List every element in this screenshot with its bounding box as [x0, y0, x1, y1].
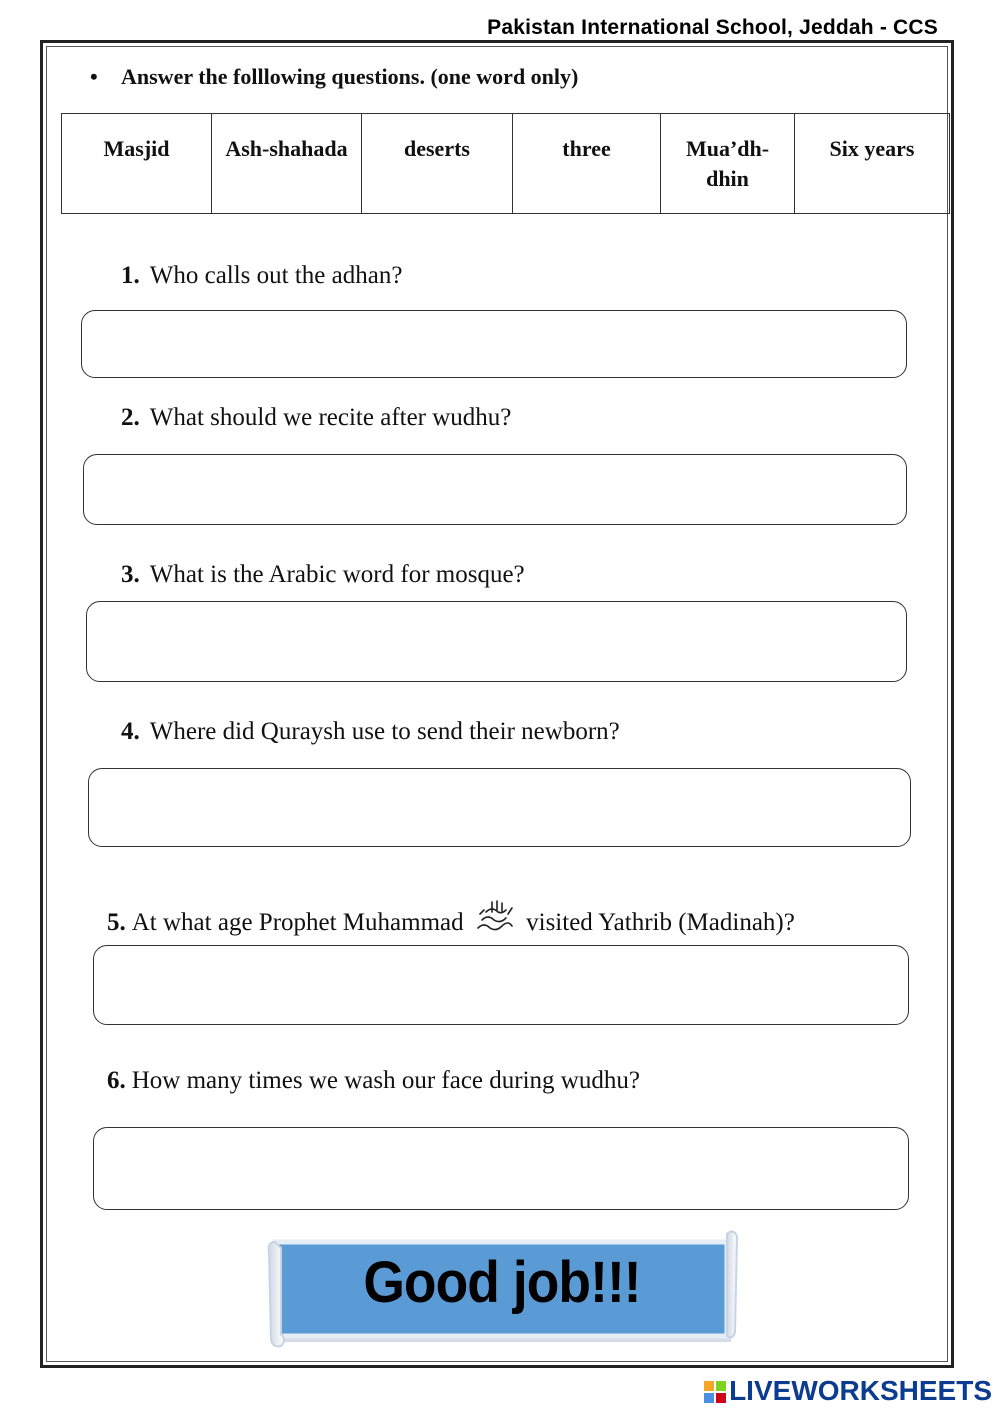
question-4: [121, 718, 620, 746]
question-number: 2.: [121, 404, 140, 431]
question-number: 4.: [121, 718, 140, 745]
question-text-end: visited Yathrib (Madinah)?: [526, 909, 795, 936]
liveworksheets-brand: LIVEWORKSHEETS: [729, 1375, 992, 1406]
question-1: [121, 262, 402, 290]
word-bank-table: [61, 113, 950, 214]
question-text: What is the Arabic word for mosque?: [149, 561, 525, 588]
liveworksheets-logo-icon: [703, 1379, 727, 1403]
word-bank-cell: Mua’dh- dhin: [661, 114, 795, 214]
question-text: How many times we wash our face during wudhu?: [131, 1067, 640, 1094]
question-text: Where did Quraysh use to send their newborn?: [149, 718, 620, 745]
salawat-calligraphy-icon: [474, 898, 516, 941]
question-number: 5.: [107, 909, 126, 936]
question-text: Who calls out the adhan?: [149, 262, 403, 289]
answer-box-6[interactable]: [93, 1127, 909, 1210]
question-5: [107, 898, 795, 941]
answer-box-1[interactable]: [81, 310, 907, 378]
answer-box-5[interactable]: [93, 945, 909, 1025]
question-2: [121, 404, 511, 432]
answer-box-3[interactable]: [86, 601, 907, 682]
answer-box-2[interactable]: [83, 454, 907, 525]
instruction-text: Answer the folllowing questions. (one word only): [121, 64, 579, 89]
good-job-text: Good job!!!: [363, 1250, 641, 1315]
question-text-start: At what age Prophet Muhammad: [131, 909, 464, 936]
school-header: Pakistan International School, Jeddah - CCS: [487, 16, 938, 39]
question-number: 1.: [121, 262, 140, 289]
question-number: 3.: [121, 561, 140, 588]
word-bank-cell: Masjid: [62, 114, 212, 214]
liveworksheets-logo[interactable]: [703, 1375, 992, 1407]
question-text: What should we recite after wudhu?: [149, 404, 512, 431]
bullet-icon: •: [90, 64, 98, 89]
word-bank-cell: Six years: [795, 114, 950, 214]
answer-box-4[interactable]: [88, 768, 911, 847]
question-number: 6.: [107, 1067, 126, 1094]
instruction: [90, 64, 578, 90]
question-6: [107, 1067, 640, 1095]
question-3: [121, 561, 525, 589]
word-bank-row: [62, 114, 950, 214]
word-bank-cell: deserts: [362, 114, 513, 214]
word-bank-cell: three: [513, 114, 661, 214]
word-bank-cell: Ash-shahada: [212, 114, 362, 214]
